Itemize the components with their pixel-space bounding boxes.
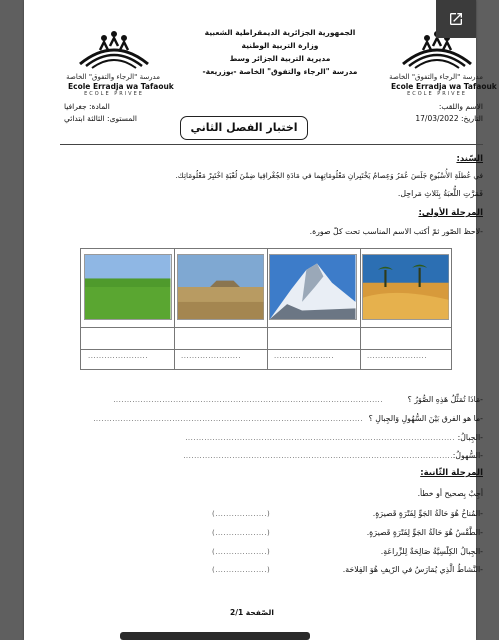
plains-label: -السُّهولُ: [452, 451, 483, 460]
logo-subtitle: ECOLE PRIVEE [84, 91, 144, 97]
blank-4[interactable]: ...................... [367, 352, 427, 360]
plateau-photo [177, 254, 265, 320]
answer-slot-3[interactable]: (...................) [212, 548, 271, 556]
page-number: الصّفحة 2/1 [230, 608, 274, 617]
official-header [170, 26, 390, 78]
blank-1[interactable]: ...................... [88, 352, 148, 360]
desert-photo [362, 254, 450, 320]
stage2-heading: المرحلة الثّانية: [420, 468, 483, 478]
answer-slot-1[interactable]: (...................) [212, 510, 271, 518]
school-logo-icon [74, 28, 154, 72]
date-label: التاريخ: 17/03/2022 [415, 114, 483, 123]
question-2: -ما هو الفرق بَيْنَ السُّهُولِ وَالجِبالِ ؟ [368, 414, 483, 423]
sanad-line1: في عُطلَةِ الأُسْبُوعِ جَلَسَ عُمَرُ وَعِصامٌ يَخْتَبِرانِ مَعْلُومَاتِهِما في مَادَةِ الجُغْرافِيا ضِمْنَ لُعْبَةِ اخْتَبِرْ مَعْلُومَاتِك. [175, 171, 483, 180]
exam-sheet [60, 22, 497, 630]
mountains-label: -الجِبالُ: [457, 433, 483, 442]
level-label: المستوى: الثالثة ابتدائي [64, 114, 137, 123]
open-in-new-icon [448, 11, 464, 27]
school-logo-left [66, 28, 174, 97]
grassland-photo [84, 254, 172, 320]
header-directorate: مديرية التربية الجزائر وسط [229, 54, 331, 63]
answer-slot-2[interactable]: (...................) [212, 529, 271, 537]
exam-title: اختبار الفصل الثاني [180, 116, 308, 140]
question-1: -مَاذَا تُمَثِّلُ هَذِهِ الصُّوَرُ ؟ [407, 395, 483, 404]
statement-3: -الجِبالُ الكِلْسِيَّةُ صَالِحَةٌ لِلزِّراعَةِ. [380, 547, 483, 556]
open-in-new-button[interactable] [436, 0, 476, 38]
document-page [24, 0, 497, 640]
stage2-instruction: أجِبْ بِصحيح أو خطأ. [417, 489, 483, 498]
blank-3[interactable]: ...................... [274, 352, 334, 360]
logo-english: Ecole Erradja wa Tafaouk [391, 82, 497, 91]
answer-slot-4[interactable]: (...................) [212, 566, 271, 574]
logo-subtitle: ECOLE PRIVEE [407, 91, 467, 97]
statement-4: -النَّشاطُ الَّذِي يُمَارَسُ في الرّيفِ هُوَ الفِلاحَة. [342, 565, 483, 574]
answer-line-4[interactable]: ................................................................................................... [183, 452, 453, 460]
bottom-scrollbar[interactable] [120, 632, 310, 640]
school-logo-right [389, 28, 497, 97]
logo-arabic: مدرسة "الرجاء والتفوق" الخاصة [389, 73, 483, 81]
logo-english: Ecole Erradja wa Tafaouk [68, 82, 174, 91]
stage1-heading: المرحلة الأولى: [418, 208, 483, 218]
photo-row [84, 250, 449, 328]
answer-line-2[interactable]: ................................................................................................... [93, 415, 363, 423]
subject-label: المادة: جغرافيا [64, 102, 110, 111]
answer-line-1[interactable]: ................................................................................................... [113, 396, 383, 404]
statement-1: -المُناخُ هُوَ حَالَةُ الجَوِّ لِفَتْرَةٍ قَصيرَةٍ. [372, 509, 483, 518]
sanad-heading: السّند: [456, 154, 483, 164]
mountain-photo [269, 254, 357, 320]
logo-arabic: مدرسة "الرجاء والتفوق" الخاصة [66, 73, 160, 81]
answer-line-3[interactable]: ................................................................................................... [185, 434, 455, 442]
stage1-instruction: -لاحظ الصّور ثمّ أكتب الاسم المناسب تحت كلّ صورة. [309, 227, 483, 236]
divider [60, 144, 483, 145]
header-school: مدرسة "الرجاء والتفوق" الخاصة -بوزريعة- [202, 67, 358, 76]
sanad-line2: فَمَرَّتِ اللُّعبَةُ بِثَلاثِ مَراحِل. [397, 189, 483, 198]
statement-2: -الطَّقْسُ هُوَ حَالَةُ الجَوِّ لِفَتْرَةٍ قَصيرَةٍ. [366, 528, 483, 537]
blank-2[interactable]: ...................... [181, 352, 241, 360]
header-ministry: وزارة التربية الوطنية [241, 41, 319, 50]
name-label: الاسم واللقب: [438, 102, 483, 111]
header-republic: الجمهورية الجزائرية الديمقراطية الشعبية [204, 28, 356, 37]
